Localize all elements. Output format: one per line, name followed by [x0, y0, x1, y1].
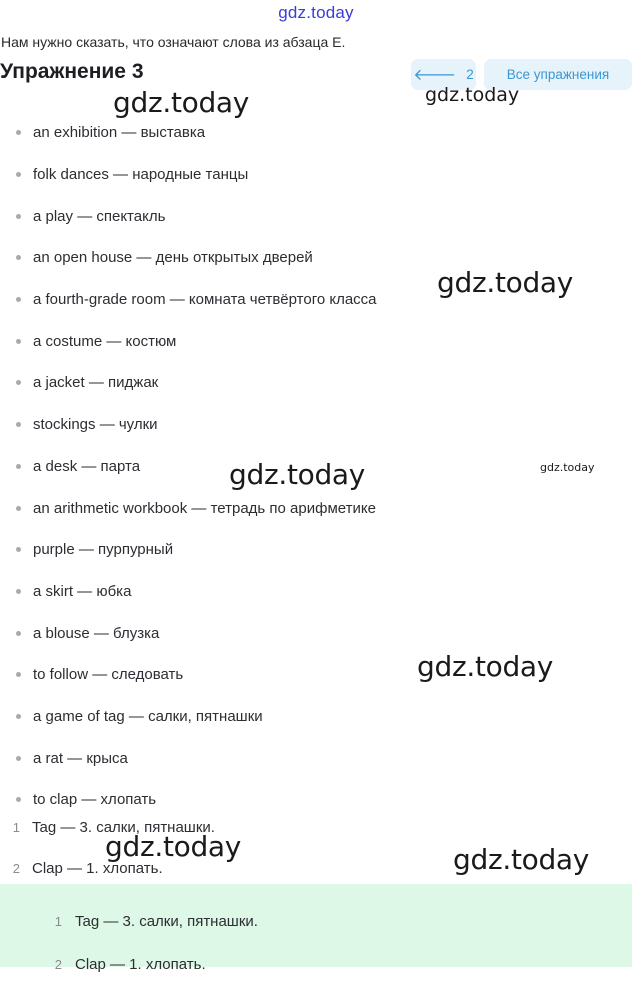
bullet-icon [16, 506, 21, 511]
bullet-icon [16, 464, 21, 469]
answer-list [0, 900, 632, 986]
matching-item [0, 807, 215, 848]
matching-text: Tag — 3. салки, пятнашки. [32, 819, 215, 836]
list-item [0, 737, 377, 779]
list-item-text: a jacket — пиджак [33, 374, 159, 392]
bullet-icon [16, 631, 21, 636]
list-item-text: a skirt — юбка [33, 582, 132, 600]
list-item-text: a blouse — блузка [33, 624, 160, 642]
watermark: gdz.today [417, 650, 554, 683]
matching-text: Clap — 1. хлопать. [32, 860, 163, 877]
answer-text: Clap — 1. хлопать. [75, 956, 206, 973]
answer-item [40, 900, 632, 943]
list-item-text: an exhibition — выставка [33, 124, 206, 142]
bullet-icon [16, 422, 21, 427]
item-number: 2 [12, 861, 20, 876]
list-item [0, 404, 377, 446]
item-number: 1 [54, 914, 62, 929]
list-item [0, 154, 377, 196]
list-item-text: a fourth-grade room — комната четвёртого класса [33, 291, 377, 309]
bullet-icon [16, 339, 21, 344]
answer-text: Tag — 3. салки, пятнашки. [75, 913, 258, 930]
list-item [0, 362, 377, 404]
list-item-text: a game of tag — салки, пятнашки [33, 707, 263, 725]
all-exercises-button[interactable]: Все упражнения [484, 59, 632, 90]
item-number: 1 [12, 820, 20, 835]
list-item [0, 529, 377, 571]
list-item [0, 237, 377, 279]
answer-box [0, 884, 632, 973]
list-item [0, 112, 377, 154]
list-item-text: an arithmetic workbook — тетрадь по арифметике [33, 499, 376, 517]
bullet-icon [16, 172, 21, 177]
intro-text: Нам нужно сказать, что означают слова из абзаца E. [1, 34, 346, 50]
item-number: 2 [54, 957, 62, 972]
matching-list [0, 807, 215, 889]
list-item-text: a costume — костюм [33, 332, 177, 350]
list-item [0, 320, 377, 362]
prev-exercise-label: 2 [466, 67, 474, 82]
bullet-icon [16, 547, 21, 552]
arrow-left-icon: 🡐 [413, 67, 457, 84]
watermark: gdz.today [540, 461, 595, 474]
list-item-text: to clap — хлопать [33, 791, 157, 809]
bullet-icon [16, 672, 21, 677]
watermark: gdz.today [425, 84, 520, 106]
list-item [0, 696, 377, 738]
watermark: gdz.today [105, 830, 242, 863]
bullet-icon [16, 130, 21, 135]
list-item-text: an open house — день открытых дверей [33, 249, 313, 267]
list-item-text: stockings — чулки [33, 416, 158, 434]
list-item-text: purple — пурпурный [33, 541, 174, 559]
site-logo[interactable]: gdz.today [278, 3, 354, 22]
list-item-text: a desk — парта [33, 457, 141, 475]
prev-exercise-button[interactable] [411, 59, 476, 90]
bullet-icon [16, 214, 21, 219]
list-item [0, 571, 377, 613]
watermark: gdz.today [229, 458, 366, 491]
list-item [0, 612, 377, 654]
bullet-icon [16, 756, 21, 761]
answer-item [40, 943, 632, 986]
list-item [0, 195, 377, 237]
bullet-icon [16, 380, 21, 385]
list-item [0, 654, 377, 696]
list-item-text: a play — спектакль [33, 207, 166, 225]
list-item-text: folk dances — народные танцы [33, 166, 249, 184]
list-item-text: to follow — следовать [33, 666, 184, 684]
vocabulary-list [0, 112, 377, 821]
matching-item [0, 848, 215, 889]
watermark: gdz.today [437, 266, 574, 299]
bullet-icon [16, 714, 21, 719]
list-item [0, 487, 377, 529]
list-item [0, 279, 377, 321]
bullet-icon [16, 589, 21, 594]
exercise-title: Упражнение 3 [0, 60, 144, 83]
list-item [0, 446, 377, 488]
bullet-icon [16, 297, 21, 302]
list-item-text: a rat — крыса [33, 749, 128, 767]
bullet-icon [16, 255, 21, 260]
watermark: gdz.today [453, 843, 590, 876]
bullet-icon [16, 797, 21, 802]
watermark: gdz.today [113, 86, 250, 119]
